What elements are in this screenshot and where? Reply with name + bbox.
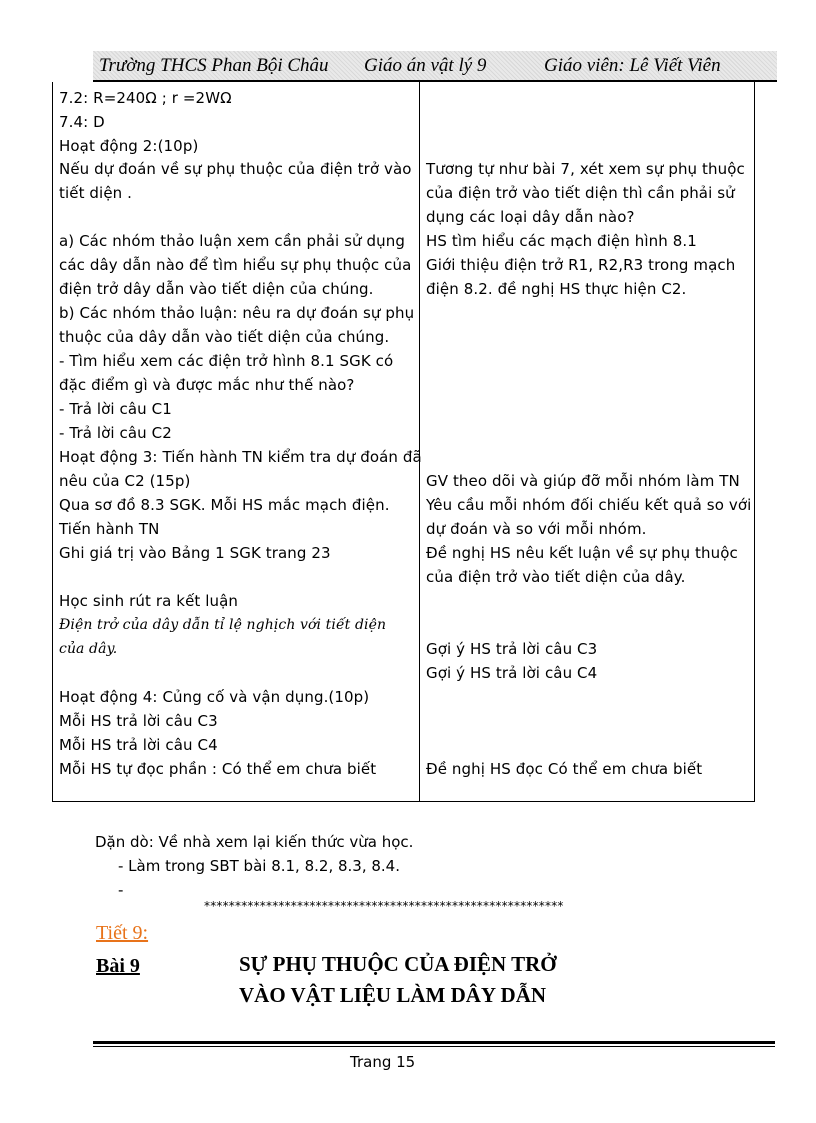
page-number: Trang 15: [350, 1053, 416, 1071]
right-line: HS tìm hiểu các mạch điện hình 8.1: [426, 232, 697, 250]
left-line: - Trả lời câu C2: [59, 424, 172, 442]
header-school: Trường THCS Phan Bội Châu: [99, 55, 329, 76]
header-teacher: Giáo viên: Lê Viết Viên: [544, 55, 721, 76]
right-line: Đề nghị HS đọc Có thể em chưa biết: [426, 760, 703, 778]
right-line: Gợi ý HS trả lời câu C3: [426, 640, 598, 658]
homework-item: -: [118, 881, 124, 899]
conclusion-line: Điện trở của dây dẫn tỉ lệ nghịch với tiết diện: [59, 617, 387, 633]
right-line: Gợi ý HS trả lời câu C4: [426, 664, 598, 682]
page-header: [93, 51, 777, 81]
lesson-table: [52, 82, 755, 802]
left-line: Hoạt động 4: Củng cố và vận dụng.(10p): [59, 688, 370, 706]
right-line: Tương tự như bài 7, xét xem sự phụ thuộc: [426, 160, 745, 178]
lesson-title-line2: VÀO VẬT LIỆU LÀM DÂY DẪN: [239, 983, 547, 1007]
left-line: Mỗi HS trả lời câu C3: [59, 712, 218, 730]
left-line: Qua sơ đồ 8.3 SGK. Mỗi HS mắc mạch điện.: [59, 496, 390, 514]
footer-rule: [93, 1041, 775, 1044]
header-subject: Giáo án vật lý 9: [364, 55, 487, 76]
left-line: Học sinh rút ra kết luận: [59, 592, 239, 610]
footer-rule-thin: [93, 1046, 775, 1047]
left-line: nêu của C2 (15p): [59, 472, 191, 490]
right-line: của điện trở vào tiết diện thì cần phải sử: [426, 184, 735, 202]
homework-item: - Làm trong SBT bài 8.1, 8.2, 8.3, 8.4.: [118, 857, 400, 875]
lesson-title-line1: SỰ PHỤ THUỘC CỦA ĐIỆN TRỞ: [239, 952, 557, 976]
right-line: dụng các loại dây dẫn nào?: [426, 208, 635, 226]
left-line: 7.4: D: [59, 113, 105, 131]
left-line: các dây dẫn nào để tìm hiểu sự phụ thuộc của: [59, 256, 412, 274]
left-line: tiết diện .: [59, 184, 132, 202]
left-line: đặc điểm gì và được mắc như thế nào?: [59, 376, 355, 394]
homework-intro: Dặn dò: Về nhà xem lại kiến thức vừa học.: [95, 833, 414, 851]
column-divider: [419, 82, 420, 801]
right-line: điện 8.2. đề nghị HS thực hiện C2.: [426, 280, 687, 298]
lesson-period: Tiết 9:: [96, 922, 149, 944]
right-line: dự đoán và so với mỗi nhóm.: [426, 520, 647, 538]
right-line: của điện trở vào tiết diện của dây.: [426, 568, 686, 586]
left-line: Nếu dự đoán về sự phụ thuộc của điện trở vào: [59, 160, 412, 178]
left-line: Mỗi HS trả lời câu C4: [59, 736, 218, 754]
left-line: điện trở dây dẫn vào tiết diện của chúng.: [59, 280, 374, 298]
left-line: Tiến hành TN: [59, 520, 160, 538]
left-line: Ghi giá trị vào Bảng 1 SGK trang 23: [59, 544, 331, 562]
right-line: Yêu cầu mỗi nhóm đối chiếu kết quả so với: [426, 496, 752, 514]
left-line: - Trả lời câu C1: [59, 400, 172, 418]
right-line: Giới thiệu điện trở R1, R2,R3 trong mạch: [426, 256, 736, 274]
left-line: Mỗi HS tự đọc phần : Có thể em chưa biết: [59, 760, 377, 778]
left-line: Hoạt động 2:(10p): [59, 137, 199, 155]
separator-stars: **********************************************************: [204, 899, 564, 913]
right-line: Đề nghị HS nêu kết luận về sự phụ thuộc: [426, 544, 738, 562]
left-line: b) Các nhóm thảo luận: nêu ra dự đoán sự phụ: [59, 304, 415, 322]
left-line: - Tìm hiểu xem các điện trở hình 8.1 SGK có: [59, 352, 394, 370]
left-line: thuộc của dây dẫn vào tiết diện của chúng.: [59, 328, 390, 346]
left-line: 7.2: R=240Ω ; r =2WΩ: [59, 89, 232, 107]
left-line: a) Các nhóm thảo luận xem cần phải sử dụng: [59, 232, 405, 250]
lesson-number: Bài 9: [96, 955, 140, 977]
right-line: GV theo dõi và giúp đỡ mỗi nhóm làm TN: [426, 472, 740, 490]
left-line: Hoạt động 3: Tiến hành TN kiểm tra dự đoán đã: [59, 448, 422, 466]
conclusion-line: của dây.: [59, 641, 118, 657]
